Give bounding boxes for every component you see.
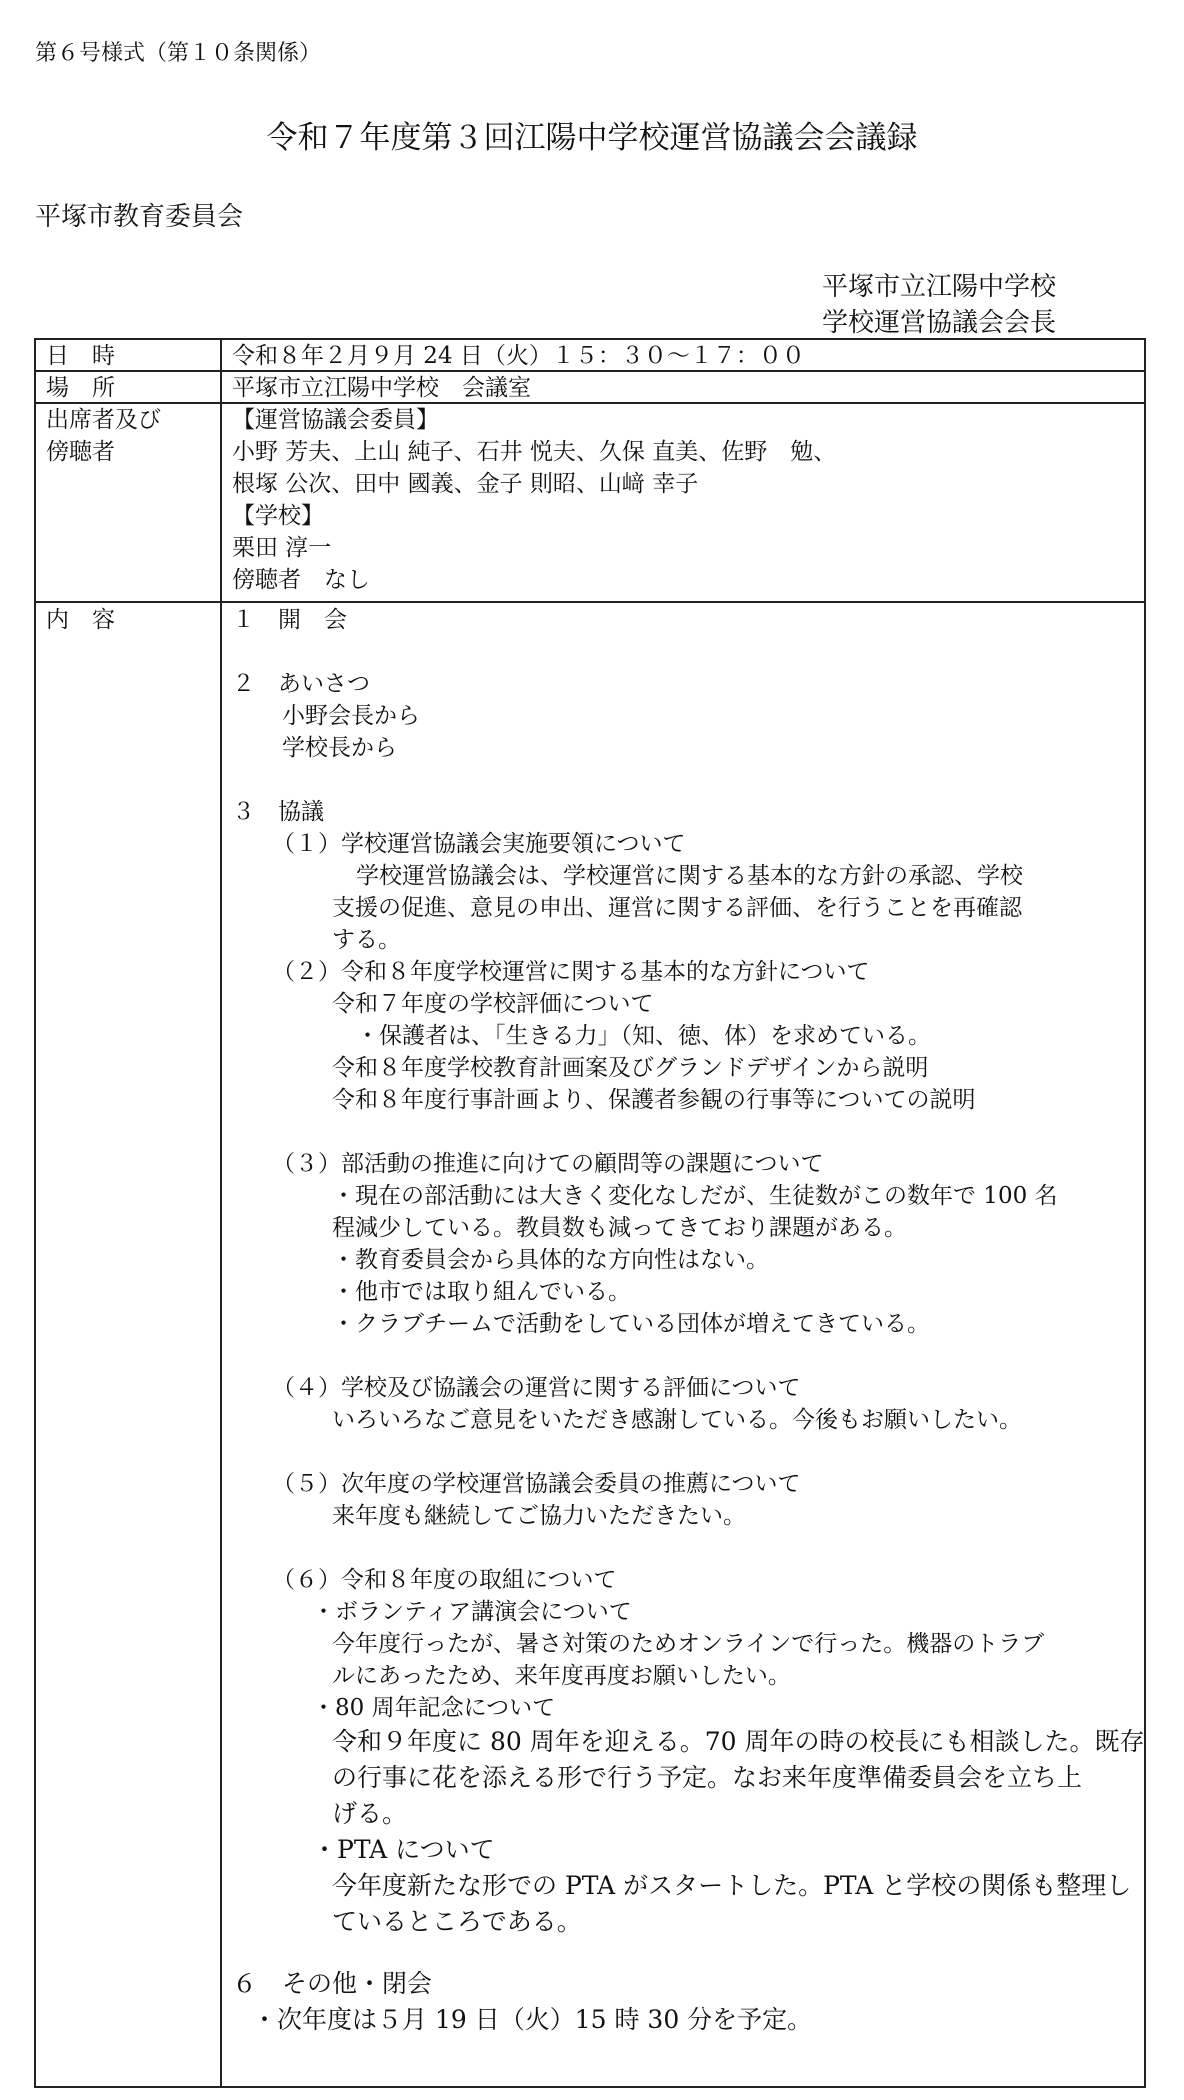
anniversary-line: げる。 — [332, 1799, 408, 1828]
item5-line: 来年度も継続してご協力いただきたい。 — [332, 1503, 746, 1529]
agenda-greeting-line: 学校長から — [282, 735, 397, 761]
table-column-divider — [220, 338, 222, 2088]
spacer — [232, 1532, 1144, 1564]
item3-line: ・現在の部活動には大きく変化なしだが、生徒数がこの数年で 100 名 — [332, 1183, 1058, 1209]
pta-line: ているところである。 — [332, 1907, 582, 1936]
attendees-line: 小野 芳夫、上山 純子、石井 悦夫、久保 直美、佐野 勉、 — [232, 439, 837, 465]
attendees-line: 傍聴者 なし — [232, 567, 370, 593]
place-value: 平塚市立江陽中学校 会議室 — [232, 375, 531, 401]
item1-line: する。 — [332, 927, 401, 953]
closing-heading: ６ その他・閉会 — [232, 1969, 433, 1998]
item4-line: いろいろなご意見をいただき感謝している。今後もお願いしたい。 — [332, 1407, 1022, 1433]
item6-heading: （６）令和８年度の取組について — [272, 1567, 617, 1593]
closing-line: ・次年度は５月 19 日（火）15 時 30 分を予定。 — [252, 2005, 813, 2034]
item1-line: 支援の促進、意見の申出、運営に関する評価、を行うことを再確認 — [332, 895, 1022, 921]
item2-line: 令和７年度の学校評価について — [332, 991, 654, 1017]
form-number: 第６号様式（第１０条関係） — [35, 41, 322, 66]
item3-line: ・教育委員会から具体的な方向性はない。 — [332, 1247, 769, 1273]
pta-line: 今年度新たな形での PTA がスタートした。PTA と学校の関係も整理し — [332, 1871, 1132, 1900]
contents-label: 内 容 — [46, 607, 115, 633]
attendees-line: 根塚 公次、田中 國義、金子 則昭、山﨑 幸子 — [232, 471, 699, 497]
item2-heading: （２）令和８年度学校運営に関する基本的な方針について — [272, 959, 870, 985]
date-label: 日 時 — [46, 343, 115, 369]
document-title: 令和７年度第３回江陽中学校運営協議会会議録 — [266, 120, 918, 156]
agenda-greeting-heading: ２ あいさつ — [232, 671, 370, 697]
spacer — [232, 1340, 1144, 1372]
table-row-divider — [34, 601, 1145, 603]
signatory-school: 平塚市立江陽中学校 — [822, 272, 1057, 302]
item4-heading: （４）学校及び協議会の運営に関する評価について — [272, 1375, 801, 1401]
table-border-bottom — [34, 2086, 1145, 2088]
attendees-label — [46, 404, 161, 468]
spacer — [232, 764, 1144, 796]
anniversary-line: 令和９年度に 80 周年を迎える。70 周年の時の校長にも相談した。既存 — [332, 1727, 1145, 1756]
item3-heading: （３）部活動の推進に向けての顧問等の課題について — [272, 1151, 824, 1177]
contents-body — [232, 604, 1144, 2038]
place-label: 場 所 — [46, 375, 115, 401]
item2-line: 令和８年度行事計画より、保護者参観の行事等についての説明 — [332, 1087, 976, 1113]
attendees-line: 栗田 淳一 — [232, 535, 332, 561]
attendees-line: 【学校】 — [232, 503, 324, 529]
volunteer-line: ルにあったため、来年度再度お願いしたい。 — [332, 1663, 791, 1689]
agenda-greeting-line: 小野会長から — [282, 703, 420, 729]
anniversary-line: の行事に花を添える形で行う予定。なお来年度準備委員会を立ち上 — [332, 1763, 1083, 1792]
addressee: 平塚市教育委員会 — [35, 202, 244, 232]
attendees-list — [232, 404, 836, 596]
spacer — [232, 1116, 1144, 1148]
signatory-title: 学校運営協議会会長 — [822, 308, 1057, 338]
spacer — [232, 636, 1144, 668]
item3-line: ・クラブチームで活動をしている団体が増えてきている。 — [332, 1311, 930, 1337]
attendees-line: 【運営協議会委員】 — [232, 407, 439, 433]
attendees-label-line: 出席者及び — [46, 407, 161, 433]
item1-heading: （１）学校運営協議会実施要領について — [272, 831, 686, 857]
spacer — [232, 1436, 1144, 1468]
agenda-opening: １ 開 会 — [232, 607, 347, 633]
item5-heading: （５）次年度の学校運営協議会委員の推薦について — [272, 1471, 801, 1497]
volunteer-line: 今年度行ったが、暑さ対策のためオンラインで行った。機器のトラブ — [332, 1631, 1045, 1657]
item3-line: ・他市では取り組んでいる。 — [332, 1279, 631, 1305]
spacer — [232, 1940, 1144, 1966]
item2-line: ・保護者は、「生きる力」（知、徳、体）を求めている。 — [356, 1023, 931, 1049]
anniversary-heading: ・80 周年記念について — [312, 1695, 556, 1721]
item2-line: 令和８年度学校教育計画案及びグランドデザインから説明 — [332, 1055, 929, 1081]
volunteer-heading: ・ボランティア講演会について — [312, 1599, 632, 1625]
date-value: 令和８年２月９月 24 日（火）１５：３０～１７：００ — [232, 343, 805, 369]
attendees-label-line: 傍聴者 — [46, 439, 115, 465]
item1-line: 学校運営協議会は、学校運営に関する基本的な方針の承認、学校 — [356, 863, 1023, 889]
agenda-discussion-heading: ３ 協議 — [232, 799, 324, 825]
item3-line: 程減少している。教員数も減ってきており課題がある。 — [332, 1215, 907, 1241]
table-border-left — [34, 338, 36, 2088]
pta-heading: ・PTA について — [312, 1835, 495, 1864]
